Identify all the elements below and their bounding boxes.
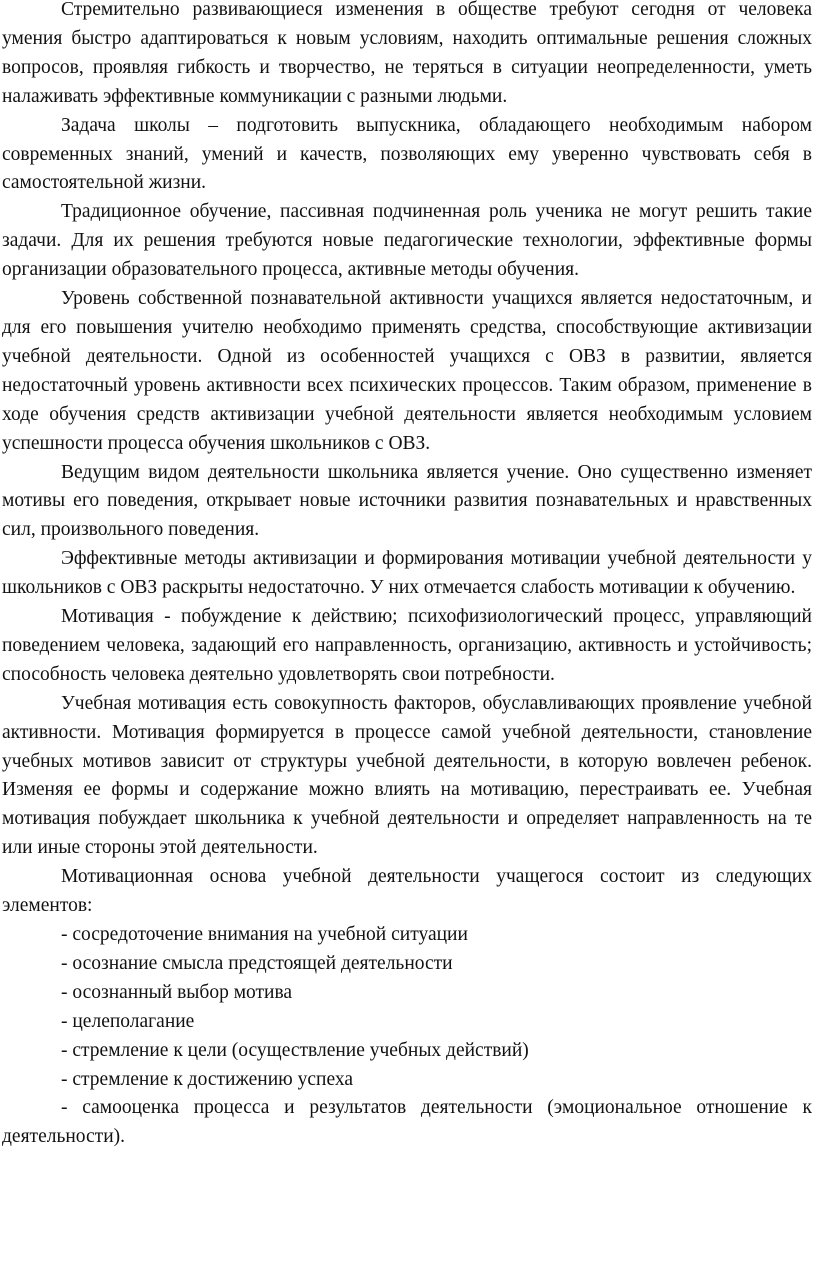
paragraph: Эффективные методы активизации и формирования мотивации учебной деятельности у школьников с ОВЗ раскрыты недостаточно. У них отмечается слабость мотивации к обучению. [2,548,812,599]
paragraph: Уровень собственной познавательной активности учащихся является недостаточным, и для его повышения учителю необходимо применять средства, способствующие активизации учебной деятельности. Одной из особенностей учащихся с ОВЗ в развитии, является недостаточный уровень активности всех психических процессов. Таким образом, применение в ходе обучения средств активизации учебной деятельности является необходимым условием успешности процесса обучения школьников с ОВЗ. [2,288,812,454]
list-item: - стремление к цели (осуществление учебных действий) [61,1039,529,1061]
document-body [2,0,812,1152]
paragraph: Мотивация - побуждение к действию; психофизиологический процесс, управляющий поведением человека, задающий его направленность, организацию, активность и устойчивость; способность человека деятельно удовлетворять свои потребности. [2,606,812,685]
list-item: - сосредоточение внимания на учебной ситуации [61,924,468,945]
paragraph: Ведущим видом деятельности школьника является учение. Оно существенно изменяет мотивы его поведения, открывает новые источники развития познавательных и нравственных сил, произвольного поведения. [2,461,812,541]
list-item: - осознанный выбор мотива [61,981,293,1003]
paragraph: Задача школы – подготовить выпускника, обладающего необходимым набором современных знаний, умений и качеств, позволяющих ему уверенно чувствовать себя в самостоятельной жизни. [2,114,812,194]
motivation-elements-list [2,921,812,1152]
list-item: - целеполагание [61,1010,195,1032]
paragraph: Мотивационная основа учебной деятельности учащегося состоит из следующих элементов: [2,866,812,917]
list-item: - стремление к достижению успеха [61,1068,354,1090]
list-item: - самооценка процесса и результатов деятельности (эмоциональное отношение к деятельности). [2,1097,812,1148]
list-item: - осознание смысла предстоящей деятельности [61,952,453,974]
paragraph: Традиционное обучение, пассивная подчиненная роль ученика не могут решить такие задачи. Для их решения требуются новые педагогические технологии, эффективные формы организации образовательного процесса, активные методы обучения. [2,201,812,281]
paragraph: Стремительно развивающиеся изменения в обществе требуют сегодня от человека умения быстро адаптироваться к новым условиям, находить оптимальные решения сложных вопросов, проявляя гибкость и творчество, не теряться в ситуации неопределенности, уметь налаживать эффективные коммуникации с разными людьми. [2,0,812,107]
paragraph: Учебная мотивация есть совокупность факторов, обуславливающих проявление учебной активности. Мотивация формируется в процессе самой учебной деятельности, становление учебных мотивов зависит от структуры учебной деятельности, в которую вовлечен ребенок. Изменяя ее формы и содержание можно влиять на мотивацию, перестраивать ее. Учебная мотивация побуждает школьника к учебной деятельности и определяет направленность на те или иные стороны этой деятельности. [2,692,812,859]
